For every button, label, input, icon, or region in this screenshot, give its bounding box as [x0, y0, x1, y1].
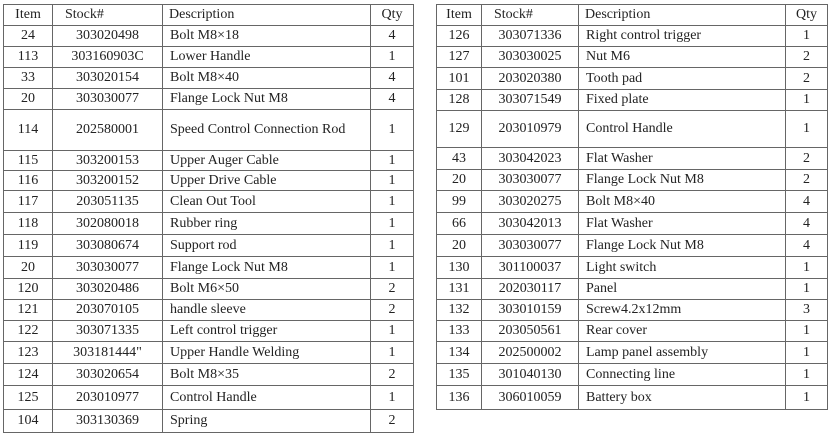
table-row	[4, 386, 414, 410]
table-row	[437, 235, 828, 257]
parts-table-left	[3, 4, 414, 433]
table-row	[4, 47, 414, 68]
quantity-cell: 1	[371, 191, 414, 213]
quantity-cell: 1	[371, 321, 414, 342]
quantity-cell: 4	[786, 235, 828, 257]
table-row	[4, 68, 414, 89]
stock-number-cell: 303020154	[53, 68, 163, 89]
description-cell: Flat Washer	[579, 148, 786, 170]
stock-number-cell: 303030077	[53, 257, 163, 279]
description-cell: Flange Lock Nut M8	[579, 235, 786, 257]
quantity-cell: 1	[371, 342, 414, 364]
table-row	[437, 342, 828, 364]
item-cell: 127	[437, 47, 482, 68]
description-cell: Speed Control Connection Rod	[163, 110, 371, 151]
stock-number-cell: 203010977	[53, 386, 163, 410]
quantity-cell: 1	[786, 26, 828, 47]
description-cell: Bolt M8×35	[163, 364, 371, 386]
table-row	[437, 148, 828, 170]
item-cell: 24	[4, 26, 53, 47]
item-cell: 121	[4, 300, 53, 321]
description-cell: Support rod	[163, 235, 371, 257]
quantity-cell: 1	[371, 213, 414, 235]
stock-number-cell: 203070105	[53, 300, 163, 321]
table-row	[4, 257, 414, 279]
header-qty: Qty	[786, 5, 828, 26]
item-cell: 113	[4, 47, 53, 68]
quantity-cell: 1	[786, 279, 828, 300]
stock-number-cell: 303030077	[482, 170, 579, 191]
table-header	[437, 5, 828, 26]
description-cell: Right control trigger	[579, 26, 786, 47]
stock-number-cell: 203051135	[53, 191, 163, 213]
quantity-cell: 2	[371, 279, 414, 300]
item-cell: 128	[437, 90, 482, 111]
quantity-cell: 1	[371, 47, 414, 68]
stock-number-cell: 203020380	[482, 68, 579, 90]
stock-number-cell: 303080674	[53, 235, 163, 257]
item-cell: 20	[437, 235, 482, 257]
description-cell: Bolt M8×40	[579, 191, 786, 213]
quantity-cell: 1	[371, 257, 414, 279]
stock-number-cell: 303020498	[53, 26, 163, 47]
table-header	[4, 5, 414, 26]
stock-number-cell: 303200152	[53, 171, 163, 191]
table-row	[437, 257, 828, 279]
item-cell: 123	[4, 342, 53, 364]
quantity-cell: 1	[786, 321, 828, 342]
quantity-cell: 1	[786, 90, 828, 111]
table-row	[437, 170, 828, 191]
table-row	[4, 364, 414, 386]
item-cell: 134	[437, 342, 482, 364]
item-cell: 99	[437, 191, 482, 213]
description-cell: Flange Lock Nut M8	[163, 257, 371, 279]
header-item: Item	[4, 5, 53, 26]
description-cell: Lamp panel assembly	[579, 342, 786, 364]
quantity-cell: 1	[786, 386, 828, 410]
header-qty: Qty	[371, 5, 414, 26]
description-cell: Flat Washer	[579, 213, 786, 235]
table-row	[4, 279, 414, 300]
quantity-cell: 2	[786, 148, 828, 170]
description-cell: Left control trigger	[163, 321, 371, 342]
stock-number-cell: 301040130	[482, 364, 579, 386]
description-cell: Spring	[163, 410, 371, 433]
description-cell: handle sleeve	[163, 300, 371, 321]
quantity-cell: 2	[786, 170, 828, 191]
stock-number-cell: 203050561	[482, 321, 579, 342]
item-cell: 124	[4, 364, 53, 386]
description-cell: Control Handle	[163, 386, 371, 410]
table-row	[437, 213, 828, 235]
table-row	[437, 90, 828, 111]
item-cell: 20	[437, 170, 482, 191]
table-row	[437, 68, 828, 90]
description-cell: Clean Out Tool	[163, 191, 371, 213]
quantity-cell: 1	[786, 257, 828, 279]
stock-number-cell: 303030077	[482, 235, 579, 257]
stock-number-cell: 303130369	[53, 410, 163, 433]
item-cell: 101	[437, 68, 482, 90]
stock-number-cell: 303020486	[53, 279, 163, 300]
stock-number-cell: 303042023	[482, 148, 579, 170]
stock-number-cell: 306010059	[482, 386, 579, 410]
table-row	[4, 342, 414, 364]
description-cell: Rear cover	[579, 321, 786, 342]
header-description: Description	[579, 5, 786, 26]
quantity-cell: 4	[371, 26, 414, 47]
item-cell: 66	[437, 213, 482, 235]
item-cell: 125	[4, 386, 53, 410]
description-cell: Lower Handle	[163, 47, 371, 68]
quantity-cell: 2	[786, 68, 828, 90]
quantity-cell: 3	[786, 300, 828, 321]
quantity-cell: 1	[371, 151, 414, 171]
table-row	[437, 386, 828, 410]
stock-number-cell: 303042013	[482, 213, 579, 235]
item-cell: 131	[437, 279, 482, 300]
item-cell: 133	[437, 321, 482, 342]
stock-number-cell: 303181444"	[53, 342, 163, 364]
stock-number-cell: 302080018	[53, 213, 163, 235]
stock-number-cell: 303030077	[53, 89, 163, 110]
table-row	[437, 300, 828, 321]
table-row	[437, 26, 828, 47]
item-cell: 43	[437, 148, 482, 170]
header-stock: Stock#	[482, 5, 579, 26]
description-cell: Upper Handle Welding	[163, 342, 371, 364]
description-cell: Upper Auger Cable	[163, 151, 371, 171]
description-cell: Nut M6	[579, 47, 786, 68]
quantity-cell: 2	[371, 410, 414, 433]
description-cell: Flange Lock Nut M8	[579, 170, 786, 191]
stock-number-cell: 203010979	[482, 111, 579, 148]
description-cell: Panel	[579, 279, 786, 300]
table-row	[4, 89, 414, 110]
table-row	[4, 26, 414, 47]
quantity-cell: 1	[371, 110, 414, 151]
item-cell: 115	[4, 151, 53, 171]
quantity-cell: 2	[786, 47, 828, 68]
item-cell: 20	[4, 257, 53, 279]
description-cell: Battery box	[579, 386, 786, 410]
item-cell: 136	[437, 386, 482, 410]
stock-number-cell: 303020654	[53, 364, 163, 386]
item-cell: 132	[437, 300, 482, 321]
stock-number-cell: 303200153	[53, 151, 163, 171]
quantity-cell: 1	[371, 235, 414, 257]
table-row	[437, 321, 828, 342]
stock-number-cell: 303020275	[482, 191, 579, 213]
item-cell: 122	[4, 321, 53, 342]
description-cell: Tooth pad	[579, 68, 786, 90]
quantity-cell: 1	[786, 111, 828, 148]
item-cell: 126	[437, 26, 482, 47]
quantity-cell: 4	[371, 89, 414, 110]
table-row	[437, 111, 828, 148]
table-row	[4, 300, 414, 321]
item-cell: 118	[4, 213, 53, 235]
table-row	[437, 191, 828, 213]
quantity-cell: 1	[371, 171, 414, 191]
header-stock: Stock#	[53, 5, 163, 26]
stock-number-cell: 303010159	[482, 300, 579, 321]
quantity-cell: 4	[371, 68, 414, 89]
table-row	[437, 364, 828, 386]
quantity-cell: 1	[786, 342, 828, 364]
stock-number-cell: 202030117	[482, 279, 579, 300]
description-cell: Connecting line	[579, 364, 786, 386]
item-cell: 33	[4, 68, 53, 89]
item-cell: 117	[4, 191, 53, 213]
table-row	[4, 321, 414, 342]
stock-number-cell: 303071335	[53, 321, 163, 342]
stock-number-cell: 303071549	[482, 90, 579, 111]
table-row	[4, 410, 414, 433]
quantity-cell: 1	[371, 386, 414, 410]
description-cell: Bolt M8×40	[163, 68, 371, 89]
item-cell: 116	[4, 171, 53, 191]
item-cell: 135	[437, 364, 482, 386]
quantity-cell: 2	[371, 364, 414, 386]
table-row	[4, 235, 414, 257]
item-cell: 20	[4, 89, 53, 110]
stock-number-cell: 303160903C	[53, 47, 163, 68]
description-cell: Control Handle	[579, 111, 786, 148]
quantity-cell: 2	[371, 300, 414, 321]
item-cell: 114	[4, 110, 53, 151]
table-row	[4, 171, 414, 191]
description-cell: Light switch	[579, 257, 786, 279]
description-cell: Bolt M6×50	[163, 279, 371, 300]
table-row	[4, 110, 414, 151]
description-cell: Bolt M8×18	[163, 26, 371, 47]
description-cell: Upper Drive Cable	[163, 171, 371, 191]
item-cell: 120	[4, 279, 53, 300]
quantity-cell: 4	[786, 213, 828, 235]
item-cell: 119	[4, 235, 53, 257]
description-cell: Screw4.2x12mm	[579, 300, 786, 321]
table-row	[4, 191, 414, 213]
stock-number-cell: 303030025	[482, 47, 579, 68]
description-cell: Flange Lock Nut M8	[163, 89, 371, 110]
parts-table-right	[436, 4, 828, 410]
item-cell: 104	[4, 410, 53, 433]
item-cell: 129	[437, 111, 482, 148]
item-cell: 130	[437, 257, 482, 279]
table-row	[4, 151, 414, 171]
header-item: Item	[437, 5, 482, 26]
stock-number-cell: 301100037	[482, 257, 579, 279]
table-row	[437, 279, 828, 300]
stock-number-cell: 202500002	[482, 342, 579, 364]
description-cell: Fixed plate	[579, 90, 786, 111]
quantity-cell: 1	[786, 364, 828, 386]
table-row	[4, 213, 414, 235]
description-cell: Rubber ring	[163, 213, 371, 235]
header-description: Description	[163, 5, 371, 26]
table-row	[437, 47, 828, 68]
stock-number-cell: 202580001	[53, 110, 163, 151]
quantity-cell: 4	[786, 191, 828, 213]
stock-number-cell: 303071336	[482, 26, 579, 47]
